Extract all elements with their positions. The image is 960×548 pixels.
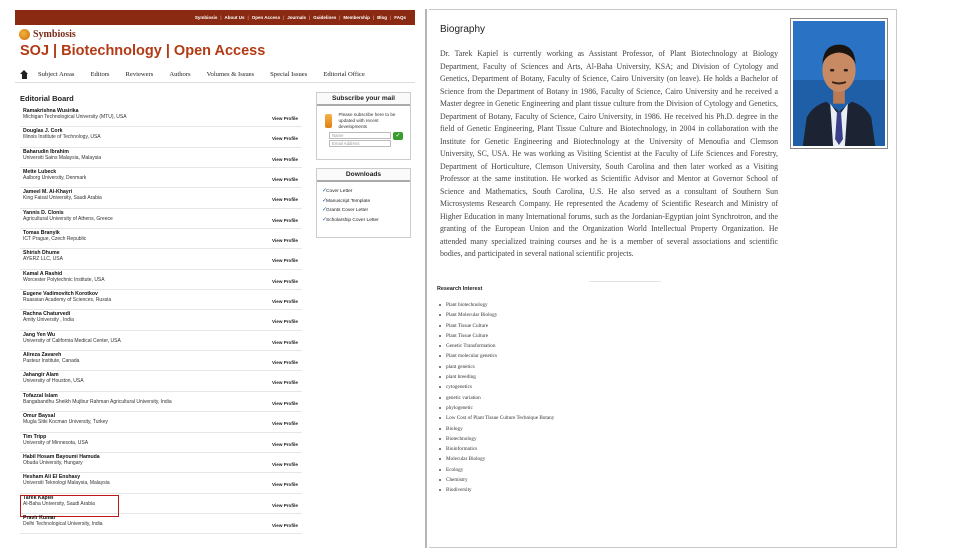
research-interest-list [437,300,554,496]
view-profile-link[interactable]: View Profile [272,136,298,142]
member-row [20,148,302,168]
research-interest-item: Biotechnology [437,434,554,444]
nav-authors[interactable]: Authors [169,70,191,78]
research-interest-title: Research Interest [437,286,483,292]
member-row [20,107,302,127]
download-grants-cover-letter[interactable]: ✓ Grants Cover Letter [317,206,410,216]
symbiosis-logo-icon [19,29,30,40]
research-interest-item: Plant Tissue Culture [437,331,554,341]
topnav-journals[interactable]: Journals [287,15,307,20]
member-name: Yannis D. Clonis [23,209,64,216]
nav-subject-areas[interactable]: Subject Areas [38,70,75,78]
member-row [20,453,302,473]
research-interest-item: Plant molecular genetics [437,351,554,361]
member-affiliation: Bangabandhu Sheikh Mujibur Rahman Agricultural University, India [23,398,172,405]
email-field[interactable]: Email Address [329,140,391,147]
section-rule [589,281,661,282]
member-row [20,188,302,208]
view-profile-link[interactable]: View Profile [272,482,298,488]
biography-title: Biography [440,24,486,35]
member-row [20,392,302,412]
downloads-box [316,168,411,238]
member-affiliation: Obuda University, Hungary [23,459,83,466]
view-profile-link[interactable]: View Profile [272,421,298,427]
member-affiliation: University of Minnesota, USA [23,439,89,446]
member-row [20,229,302,249]
member-row [20,310,302,330]
view-profile-link[interactable]: View Profile [272,278,298,284]
portrait-image [793,21,885,146]
member-name: Tomas Branyik [23,230,60,237]
name-field[interactable]: Name [329,132,391,139]
topnav-open-access[interactable]: Open Access [251,15,281,20]
research-interest-item: Low Cost of Plant Tissue Culture Technique Botany [437,413,554,423]
download-manuscript-template[interactable]: ✓ Manuscript Template [317,197,410,207]
member-affiliation: Michigan Technological University (MTU), USA [23,114,127,120]
view-profile-link[interactable]: View Profile [272,400,298,406]
member-row [20,127,302,147]
download-scholarship-cover-letter[interactable]: ✓ Scholarship Cover Letter [317,216,410,226]
member-affiliation: Agricultural University of Athens, Greece [23,215,113,222]
member-name: Jahangir Alam [23,372,59,379]
panel-divider [425,9,427,548]
research-interest-item: cytogenetics [437,382,554,392]
research-interest-item: Biology [437,424,554,434]
nav-editors[interactable]: Editors [90,70,110,78]
profile-photo [790,18,888,149]
download-icon: ✓ [322,207,328,213]
view-profile-link[interactable]: View Profile [272,217,298,223]
nav-special-issues[interactable]: Special Issues [270,70,308,78]
research-interest-item: plant genetics [437,362,554,372]
member-affiliation: Universiti Sains Malaysia, Malaysia [23,154,102,161]
view-profile-link[interactable]: View Profile [272,116,298,121]
member-row [20,270,302,290]
topnav-symbiosis[interactable]: Symbiosis [194,15,218,20]
research-interest-item: Bioinformatics [437,444,554,454]
download-icon: ✓ [322,188,328,194]
biography-text: Dr. Tarek Kapiel is currently working as Assistant Professor, of Plant Biotechnology at Biology Department, Faculty of Sciences and Arts, Al-Baha University, KSA; and Division of Cytology and Genetics, Department of Botany, Faculty of Science, Cairo University (on leave). He holds a Bachelor of Science from the Department of Botany in 1986, Faculty of Science, Cairo University and he received a Master degree in Genetic Engineering and plant tissue culture from the Division of Cytology and Genetics, Department of Botany, Faculty of Science, Cairo University, in 1986. He received his Ph.D. degree in the field of Genetic Engineering, Plant Tissue Culture and Biotechnology, in 2004 in collaboration with the Institute for Genetic Engineering and Biotechnology at the University of Menoufia and Clemson University, SC, USA. He was working as Visiting Scientist at the Faculty of Life Sciences and Forestry, Department of Horticulture, Clemson University, South Carolina and then later worked as a Visiting Professor at the same institution. He worked as Scientific Advisor and Mentor at Governor School of Science and Mathematics, South Carolina, U.S. He also served as a consultant of Southern Sun Microsystems Research Company. He represented the Academy of Scientific Research and Ministry of Higher Education in many International forums, such as the Jordanian-Egyptian joint Synchrotron, and the granting of the European Union and the Organization World Intellectual Property Organization. He attended many specialized training courses and he is a member of several associations and scientific bodies, and participated in several national scientific projects. [440,49,778,258]
member-name: Habil Hosam Bayoumi Hamuda [23,453,100,460]
topnav-blog[interactable]: Blog [377,15,388,20]
research-interest-item: phylogenetic [437,403,554,413]
research-interest-item: genetic variation [437,393,554,403]
member-name: Ramakrishna Wusirika [23,108,79,114]
download-cover-letter[interactable]: ✓ Cover Letter [317,187,410,197]
view-profile-link[interactable]: View Profile [272,380,298,386]
member-name: Jang Yen Wu [23,331,56,338]
topnav-faqs[interactable]: FAQs [394,15,406,20]
view-profile-link[interactable]: View Profile [272,360,298,366]
member-affiliation: Delhi Technological University, India [23,520,103,527]
view-profile-link[interactable]: View Profile [272,319,298,325]
member-row [20,168,302,188]
member-name: Tim Tripp [23,433,47,440]
member-affiliation: ICT Prague, Czech Republic [23,236,87,243]
member-name: Tofazzal Islam [23,392,58,399]
member-name: Alireza Zavareh [23,352,62,359]
subscribe-title: Subscribe your mail [317,93,410,106]
member-affiliation: University of California Medical Center, USA [23,337,121,344]
top-nav: Symbiosis | About Us | Open Access | Journals | Guidelines | Membership | Blog | FAQs [15,10,415,25]
downloads-title: Downloads [317,169,410,182]
member-name: Shirish Dhume [23,250,60,257]
member-row [20,331,302,351]
research-interest-item: Plant Molecular Biology [437,310,554,320]
member-affiliation: Universiti Teknologi Malaysia, Malaysia [23,480,110,487]
member-name: Kamal A Rashid [23,270,63,277]
research-interest-item: Ecology [437,465,554,475]
view-profile-link[interactable]: View Profile [272,197,298,203]
topnav-guidelines[interactable]: Guidelines [313,15,337,20]
mail-icon [325,114,332,128]
view-profile-link[interactable]: View Profile [272,156,298,162]
topnav-about[interactable]: About Us [224,15,245,20]
member-name: Omur Baysal [23,413,56,420]
member-affiliation: AYERZ LLC, USA [23,256,63,263]
research-interest-item: Genetic Transformation [437,341,554,351]
nav-reviewers[interactable]: Reviewers [125,70,154,78]
member-name: Douglas J. Cork [23,128,63,135]
member-affiliation: Worcester Polytechnic Institute, USA [23,276,105,283]
member-row [20,249,302,269]
member-affiliation: Amity University , India [23,317,74,324]
subscribe-text: Please subscribe here to be updated with recent developments [338,112,396,129]
subscribe-box [316,92,411,160]
member-name: Tarek Kapiel [23,494,54,501]
editorial-board [20,94,302,534]
member-name: Rachna Chaturvedi [23,311,71,318]
member-affiliation: Ruassian Academy of Sciences, Russia [23,297,112,304]
subscribe-button[interactable]: ✓ [393,132,403,140]
member-name: Pravir Kumar [23,514,56,521]
view-profile-link[interactable]: View Profile [272,177,298,183]
member-affiliation: University of Houston, USA [23,378,84,385]
member-row [20,473,302,493]
member-row [20,433,302,453]
view-profile-link[interactable]: View Profile [272,299,298,305]
biography-panel [429,9,897,548]
logo-text: Symbiosis [33,28,76,40]
member-row [20,351,302,371]
member-row [20,494,302,514]
main-nav [15,66,415,83]
download-icon: ✓ [322,216,328,223]
research-interest-item: plant breeding [437,372,554,382]
member-row [20,412,302,432]
topnav-membership[interactable]: Membership [343,15,370,20]
view-profile-link[interactable]: View Profile [272,522,298,528]
member-name: Baharudin Ibrahim [23,148,69,155]
member-name: Eugene Vadimovitch Korotkov [23,291,98,298]
journal-site-panel [15,10,415,545]
view-profile-link[interactable]: View Profile [272,238,298,244]
view-profile-link[interactable]: View Profile [272,339,298,345]
research-interest-item: Biodiversity [437,485,554,495]
research-interest-item: Plant Tissue Culture [437,321,554,331]
view-profile-link[interactable]: View Profile [272,258,298,264]
member-affiliation: King Faisal University, Saudi Arabia [23,195,102,202]
site-logo[interactable] [15,25,415,40]
member-name: Hesham Ali El Enshasy [23,474,81,481]
research-interest-item: Chemistry [437,475,554,485]
nav-editorial-office[interactable]: Editorial Office [323,70,365,78]
view-profile-link[interactable]: View Profile [272,502,298,508]
nav-volumes-issues[interactable]: Volumes & Issues [206,70,255,78]
member-name: Mette Lubeck [23,169,57,176]
member-affiliation: Aalborg University, Denmark [23,175,87,182]
member-list [20,107,302,534]
member-affiliation: Illinois Institute of Technology, USA [23,134,101,141]
member-row [20,290,302,310]
member-affiliation: Al-Baha University, Saudi Arabia [23,500,95,507]
member-affiliation: Mugla Sitki Kocman University, Turkey [23,419,108,426]
download-icon: ✓ [322,197,328,204]
research-interest-item: Molecular Biology [437,454,554,464]
journal-title: SOJ | Biotechnology | Open Access [20,43,266,59]
view-profile-link[interactable]: View Profile [272,461,298,467]
member-name: Jameel M. Al-Khayri [23,189,73,196]
research-interest-item: Plant biotechnology [437,300,554,310]
member-row [20,371,302,391]
editorial-board-heading: Editorial Board [20,94,74,103]
member-row [20,514,302,534]
view-profile-link[interactable]: View Profile [272,441,298,447]
home-icon[interactable] [20,70,29,79]
member-row [20,209,302,229]
member-affiliation: Pasteur Institute, Canada [23,358,80,365]
